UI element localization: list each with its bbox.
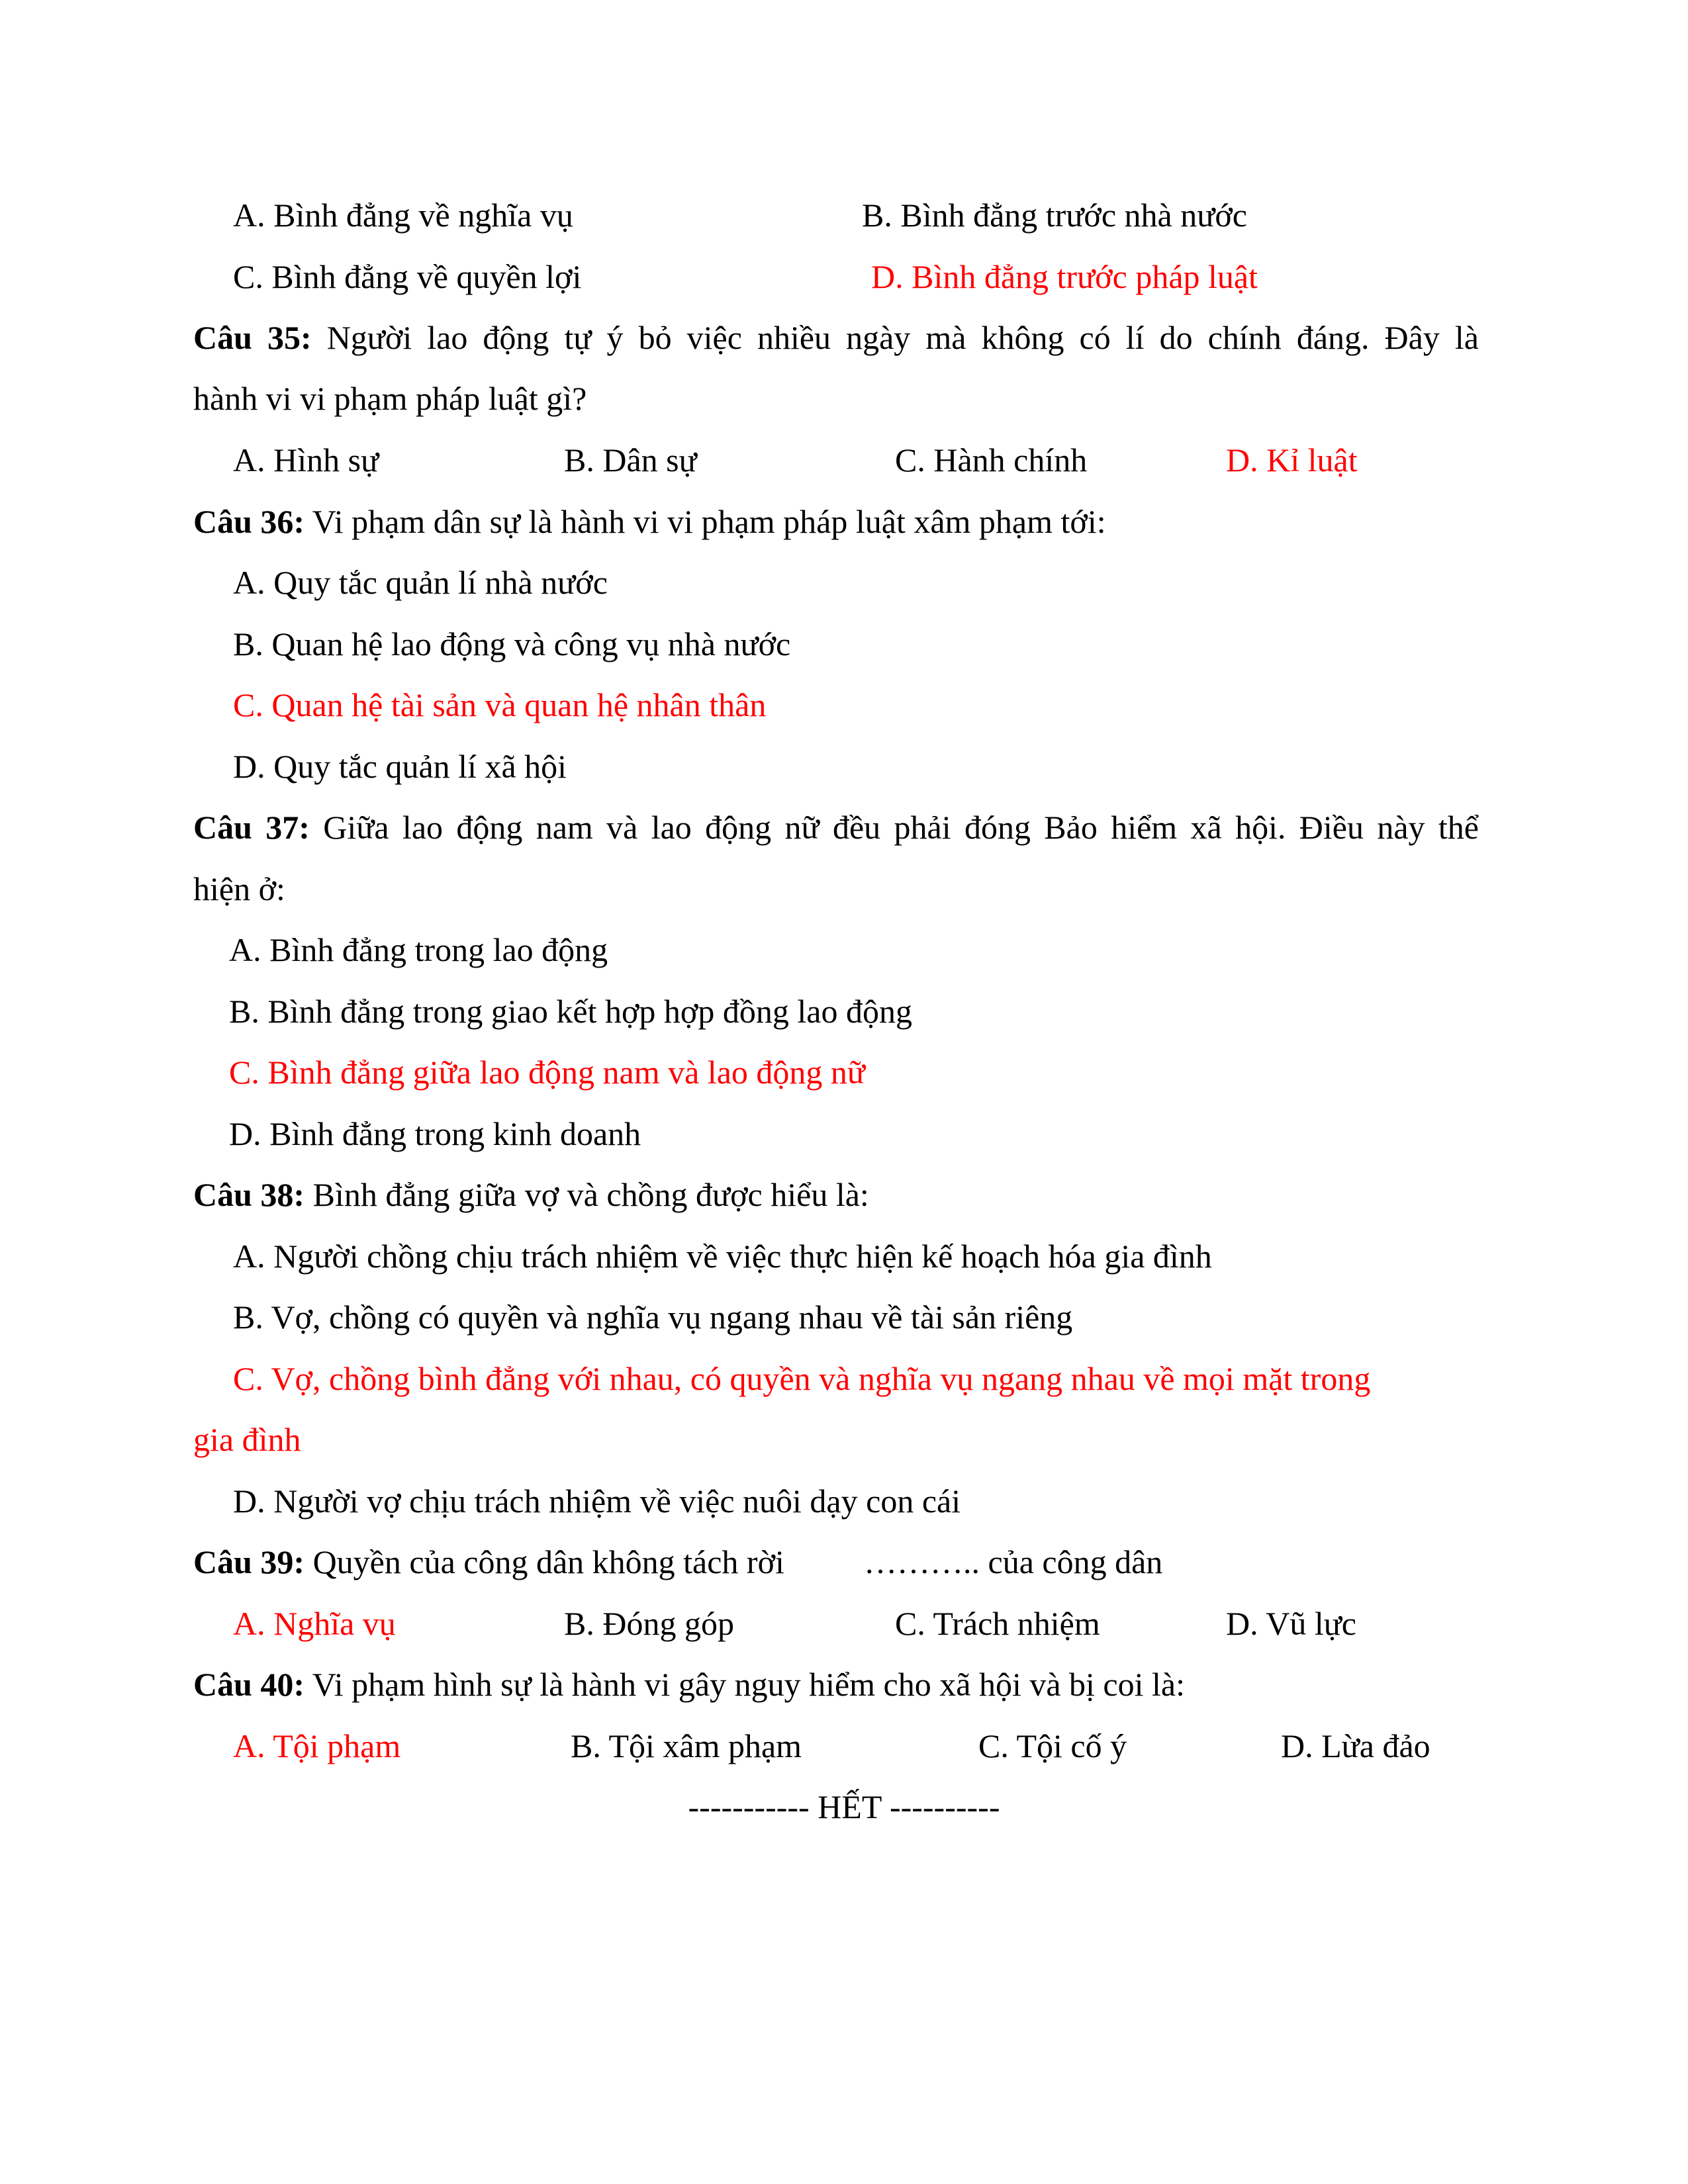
q39-option-b: B. Đóng góp xyxy=(564,1605,734,1642)
q40-question xyxy=(193,1664,1185,1704)
q35-question-line1 xyxy=(193,318,1479,357)
q39-option-d: D. Vũ lực xyxy=(1226,1605,1356,1642)
q38-question xyxy=(193,1175,869,1214)
q36-option-d: D. Quy tắc quản lí xã hội xyxy=(233,748,567,785)
q37-option-a: A. Bình đẳng trong lao động xyxy=(229,931,608,968)
q34-option-c: C. Bình đẳng về quyền lợi xyxy=(233,258,582,295)
q36-label: Câu 36: xyxy=(193,503,305,540)
q37-question-line1 xyxy=(193,807,1479,847)
q40-option-a-answer: A. Tội phạm xyxy=(233,1727,401,1764)
q36-option-b: B. Quan hệ lao động và công vụ nhà nước xyxy=(233,625,791,662)
q39-label: Câu 39: xyxy=(193,1543,305,1580)
q40-option-b: B. Tội xâm phạm xyxy=(571,1727,802,1764)
q39-question xyxy=(193,1542,784,1582)
q40-label: Câu 40: xyxy=(193,1666,305,1703)
q35-option-a: A. Hình sự xyxy=(233,441,379,478)
q39-option-c: C. Trách nhiệm xyxy=(895,1605,1100,1642)
q35-text-line1: Người lao động tự ý bỏ việc nhiều ngày mà không có lí do chính đáng. Đây là xyxy=(326,319,1479,356)
q38-label: Câu 38: xyxy=(193,1176,305,1213)
q37-option-b: B. Bình đẳng trong giao kết hợp hợp đồng lao động xyxy=(229,993,912,1030)
q34-option-a: A. Bình đẳng về nghĩa vụ xyxy=(233,197,573,234)
q39-text-part1: Quyền của công dân không tách rời xyxy=(312,1543,784,1580)
end-marker: ----------- HẾT ---------- xyxy=(688,1788,1000,1825)
q40-option-c: C. Tội cố ý xyxy=(978,1727,1127,1764)
q38-option-c-answer-line1: C. Vợ, chồng bình đẳng với nhau, có quyền và nghĩa vụ ngang nhau về mọi mặt trong xyxy=(233,1360,1371,1397)
q37-label: Câu 37: xyxy=(193,809,310,846)
q38-option-d: D. Người vợ chịu trách nhiệm về việc nuôi dạy con cái xyxy=(233,1482,961,1520)
q35-option-b: B. Dân sự xyxy=(564,441,697,478)
q38-option-b: B. Vợ, chồng có quyền và nghĩa vụ ngang nhau về tài sản riêng xyxy=(233,1298,1073,1336)
q36-option-c-answer: C. Quan hệ tài sản và quan hệ nhân thân xyxy=(233,686,767,723)
q37-text-line1: Giữa lao động nam và lao động nữ đều phải đóng Bảo hiểm xã hội. Điều này thể xyxy=(323,809,1479,846)
q34-option-d-answer: D. Bình đẳng trước pháp luật xyxy=(871,258,1258,295)
q38-option-c-answer-line2: gia đình xyxy=(193,1421,301,1458)
q39-text-part2: ……….. của công dân xyxy=(864,1543,1163,1580)
q39-option-a-answer: A. Nghĩa vụ xyxy=(233,1605,396,1642)
q36-text: Vi phạm dân sự là hành vi vi phạm pháp luật xâm phạm tới: xyxy=(312,503,1106,540)
q35-text-line2: hành vi vi phạm pháp luật gì? xyxy=(193,380,587,417)
q40-option-d: D. Lừa đảo xyxy=(1281,1727,1430,1764)
q34-option-b: B. Bình đẳng trước nhà nước xyxy=(862,197,1247,234)
q37-option-d: D. Bình đẳng trong kinh doanh xyxy=(229,1115,641,1152)
q40-text: Vi phạm hình sự là hành vi gây nguy hiểm cho xã hội và bị coi là: xyxy=(312,1666,1185,1703)
q35-option-d-answer: D. Kỉ luật xyxy=(1226,441,1358,478)
q35-label: Câu 35: xyxy=(193,319,312,356)
q38-text: Bình đẳng giữa vợ và chồng được hiểu là: xyxy=(312,1176,869,1213)
q38-option-a: A. Người chồng chịu trách nhiệm về việc thực hiện kế hoạch hóa gia đình xyxy=(233,1238,1212,1275)
q35-option-c: C. Hành chính xyxy=(895,441,1088,478)
q36-question xyxy=(193,502,1106,541)
q36-option-a: A. Quy tắc quản lí nhà nước xyxy=(233,564,608,601)
q37-option-c-answer: C. Bình đẳng giữa lao động nam và lao động nữ xyxy=(229,1054,866,1091)
q37-text-line2: hiện ở: xyxy=(193,870,285,907)
